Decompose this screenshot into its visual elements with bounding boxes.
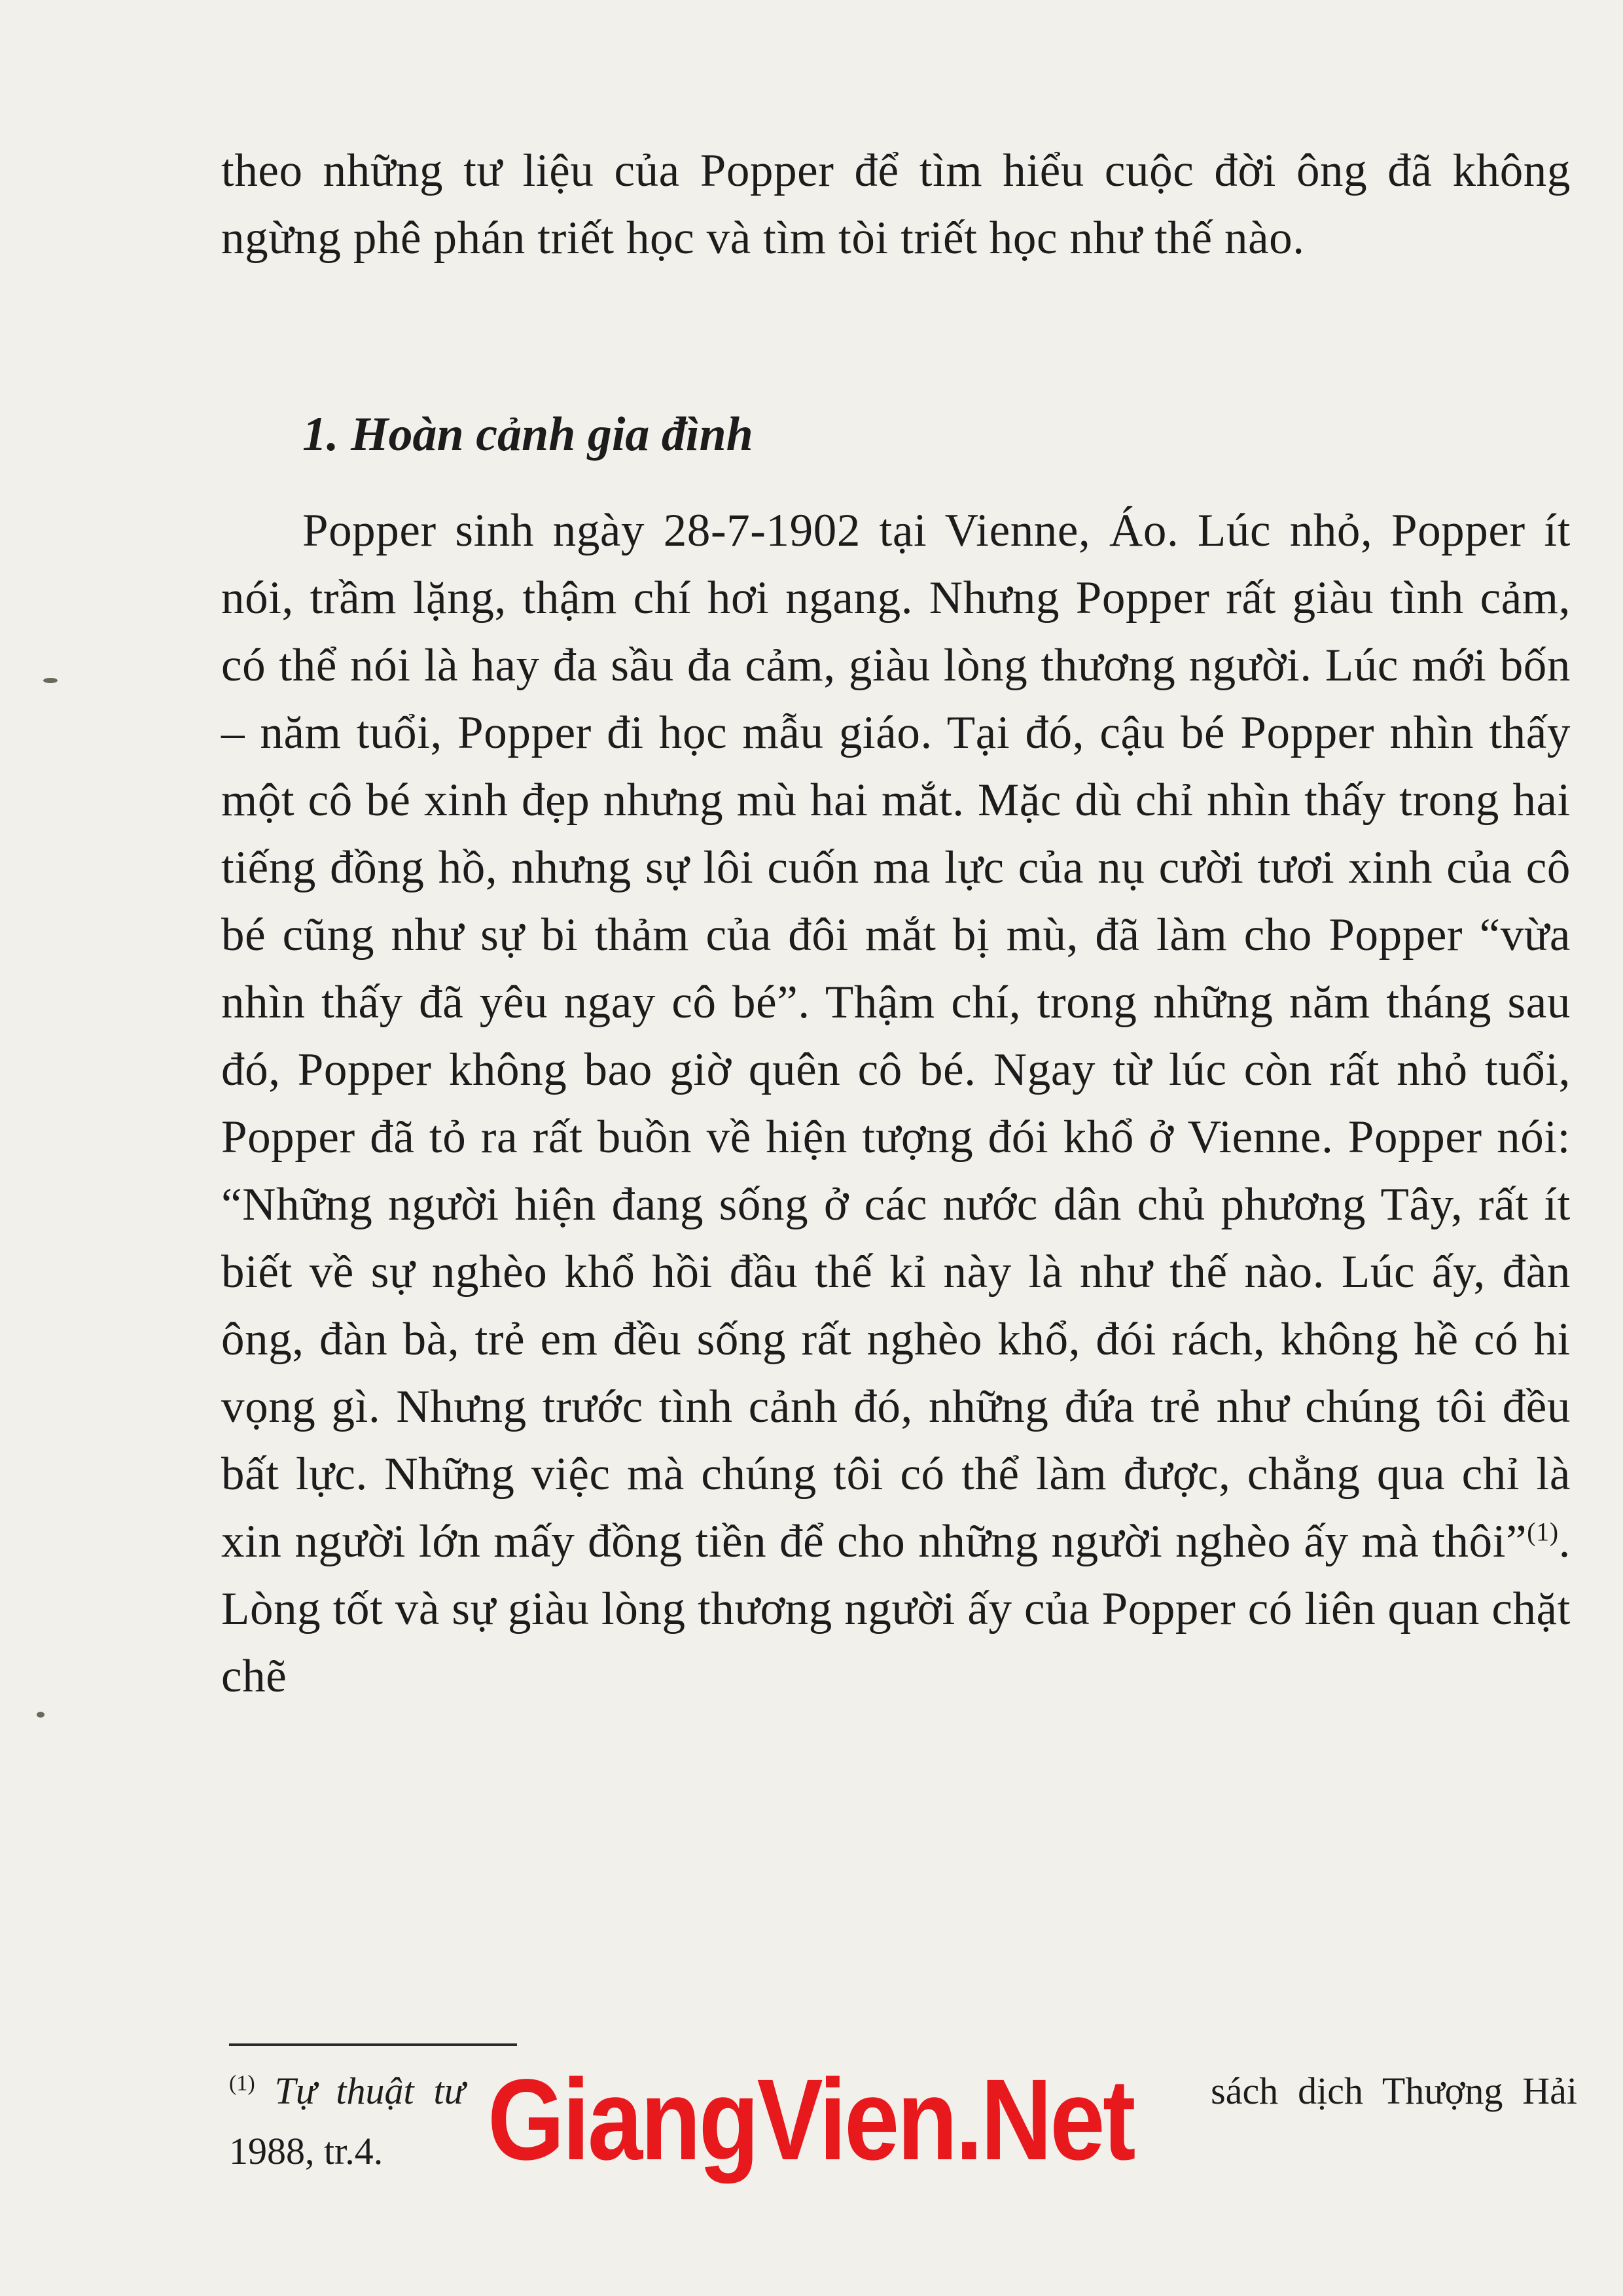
footnote-source-title: Tự thuật tư <box>274 2070 465 2112</box>
scan-speck <box>37 1712 45 1718</box>
intro-paragraph: theo những tư liệu của Popper để tìm hiểu cuộc đời ông đã không ngừng phê phán triết học và tìm tòi triết học như thế nào. <box>221 145 1571 264</box>
footnote-marker: (1) <box>229 2071 255 2096</box>
footnote-reference[interactable]: (1) <box>1527 1517 1559 1547</box>
section-heading: 1. Hoàn cảnh gia đình <box>302 408 753 461</box>
body-text-continued: . Lòng tốt và sự giàu lòng thương người ấy của Popper có liên quan chặt chẽ <box>221 1516 1571 1702</box>
scan-speck <box>43 678 58 683</box>
footnote-source-details: sách dịch Thượng Hải 1988, tr.4. <box>229 2070 1578 2172</box>
watermark-logo: GiangVien.Net <box>488 2056 1134 2184</box>
body-text: Popper sinh ngày 28-7-1902 tại Vienne, Áo. Lúc nhỏ, Popper ít nói, trầm lặng, thậm chí hơi ngang. Nhưng Popper rất giàu tình cảm, có thể nói là hay đa sầu đa cảm, giàu lòng thương người. Lúc mới bốn – năm tuổi, Popper đi học mẫu giáo. Tại đó, cậu bé Popper nhìn thấy một cô bé xinh đẹp nhưng mù hai mắt. Mặc dù chỉ nhìn thấy trong hai tiếng đồng hồ, nhưng sự lôi cuốn ma lực của nụ cười tươi xinh của cô bé cũng như sự bi thảm của đôi mắt bị mù, đã làm cho Popper “vừa nhìn thấy đã yêu ngay cô bé”. Thậm chí, trong những năm tháng sau đó, Popper không bao giờ quên cô bé. Ngay từ lúc còn rất nhỏ tuổi, Popper đã tỏ ra rất buồn về hiện tượng đói khổ ở Vienne. Popper nói: “Những người hiện đang sống ở các nước dân chủ phương Tây, rất ít biết về sự nghèo khổ hồi đầu thế kỉ này là như thế nào. Lúc ấy, đàn ông, đàn bà, trẻ em đều sống rất nghèo khổ, đói rách, không hề có hi vọng gì. Nhưng trước tình cảnh đó, những đứa trẻ như chúng tôi đều bất lực. Những việc mà chúng tôi có thể làm được, chẳng qua chỉ là xin người lớn mấy đồng tiền để cho những người nghèo ấy mà thôi” <box>221 505 1571 1567</box>
body-paragraph <box>221 497 1571 1710</box>
footnote-divider <box>229 2043 517 2046</box>
